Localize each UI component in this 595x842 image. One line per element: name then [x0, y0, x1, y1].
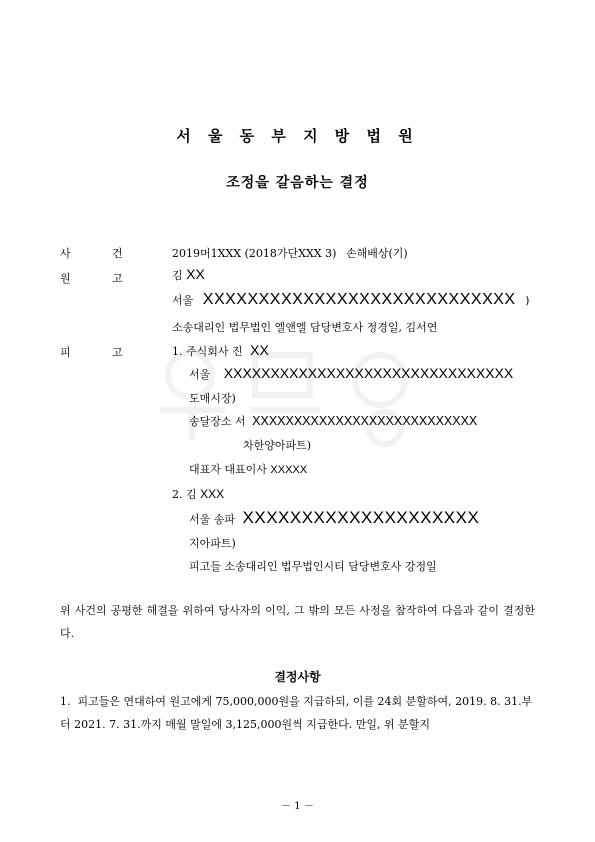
plaintiff-address-suffix: )	[525, 294, 530, 307]
defendant-1-name-line	[172, 342, 269, 359]
court-name: 서 울 동 부 지 방 법 원	[176, 127, 419, 145]
case-number-line	[172, 245, 408, 261]
plaintiff-name-prefix: 김	[172, 269, 183, 282]
preamble-paragraph: 위 사건의 공평한 해결을 위하여 당사자의 이익, 그 밖의 모든 사정을 참작하여 다음과 같이 결정한다.	[60, 604, 535, 640]
defendant-1-address-masked: XXXXXXXXXXXXXXXXXXXXXXXXXXXXXXX	[223, 365, 514, 381]
defendant-2-name-prefix: 2. 김	[172, 488, 197, 501]
plaintiff-label-b: 고	[112, 272, 123, 285]
defendant-1-rep-prefix: 대표자 대표이사	[189, 463, 267, 476]
defendant-1-address-line2: 도매시장)	[189, 392, 236, 405]
defendant-1-service-masked: XXXXXXXXXXXXXXXXXXXXXXXXXXX	[252, 414, 478, 428]
case-name: 손해배상(기)	[345, 247, 408, 260]
defendant-1-rep-masked: XXXXX	[270, 464, 308, 476]
defendant-1-rep-line	[189, 461, 307, 477]
decision-item-number: 1.	[60, 695, 71, 708]
defendant-2-address-masked: XXXXXXXXXXXXXXXXXXXX	[242, 508, 480, 527]
decision-item-text: 피고들은 연대하여 원고에게 75,000,000원을 지급하되, 이를 24회 분할하여, 2019. 8. 31.부터 2021. 7. 31.까지 매월 말일에 3,125,000원씩 지급한다. 만일, 위 분할지	[60, 695, 533, 731]
defendant-1-name-masked: XX	[250, 342, 269, 358]
plaintiff-address-prefix: 서울	[172, 294, 194, 307]
defendant-2-address-prefix: 서울 송파	[189, 513, 236, 526]
case-label-a: 사	[60, 247, 71, 260]
document-title: 조정을 갈음하는 결정	[226, 175, 369, 191]
defendant-2-name-line	[172, 486, 224, 502]
plaintiff-counsel: 소송대리인 법무법인 엘앤엘 담당변호사 정경일, 김서연	[172, 321, 438, 334]
page-number: － 1 －	[281, 801, 314, 812]
defendant-1-name-prefix: 1. 주식회사 진	[172, 345, 243, 358]
defendant-1-service-prefix: 송달장소 서	[189, 415, 246, 428]
plaintiff-name-masked: XX	[186, 266, 205, 282]
plaintiff-name-line	[172, 266, 205, 283]
defendant-label-a: 피	[60, 346, 71, 359]
case-number: 2019머1XXX (2018가단XXX 3)	[172, 247, 337, 260]
plaintiff-address-masked: XXXXXXXXXXXXXXXXXXXXXXXXXXXX	[202, 291, 516, 308]
decision-item	[60, 690, 540, 736]
plaintiff-address-line	[172, 291, 529, 309]
defendant-1-address-prefix: 서울	[189, 368, 211, 381]
section-heading: 결정사항	[274, 670, 321, 684]
defendant-1-service-line	[189, 413, 477, 429]
defendant-1-address-line	[189, 365, 513, 382]
defendant-2-address-line	[189, 508, 479, 528]
plaintiff-label-a: 원	[60, 272, 71, 285]
defendant-1-service-line2: 차한양아파트)	[243, 439, 312, 452]
defendant-2-name-masked: XXX	[200, 487, 225, 501]
defendant-2-address-line2: 지아파트)	[189, 537, 236, 550]
defendant-counsel: 피고들 소송대리인 법무법인시티 담당변호사 강정일	[189, 560, 437, 573]
defendant-label-b: 고	[112, 346, 123, 359]
case-label-b: 건	[112, 247, 123, 260]
